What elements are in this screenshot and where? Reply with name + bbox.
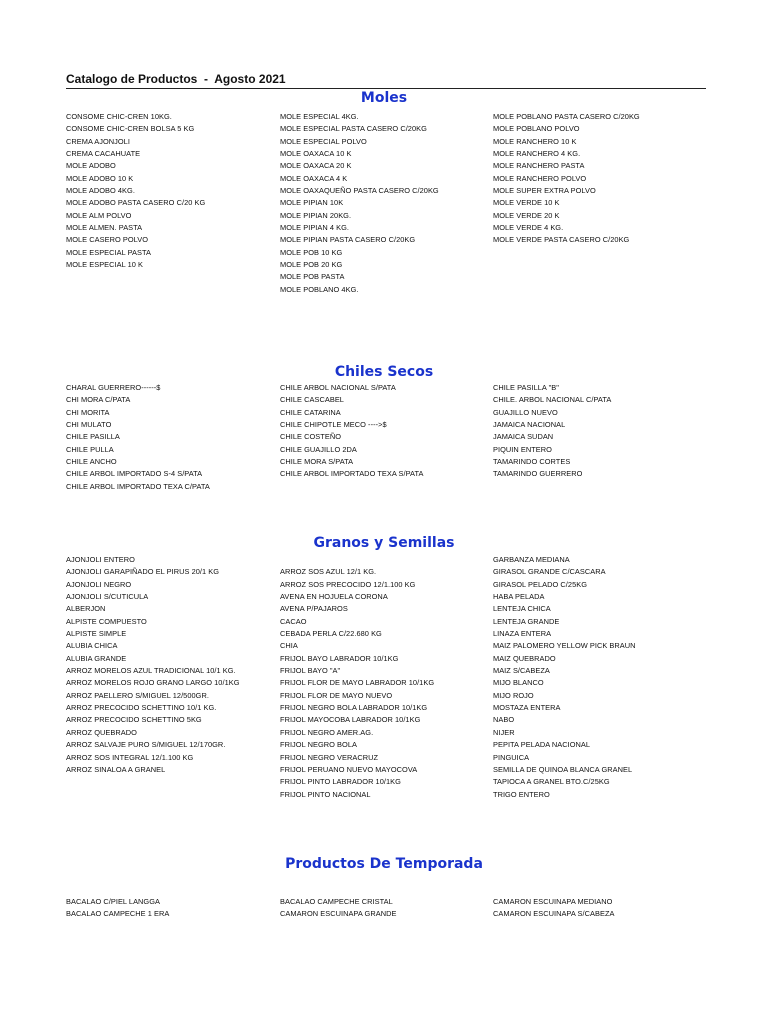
product-item: ARROZ PRECOCIDO SCHETTINO 10/1 KG. — [66, 703, 217, 713]
product-item: CHI MORA C/PATA — [66, 395, 131, 405]
product-item: MOLE ESPECIAL PASTA — [66, 247, 152, 257]
product-item: ALPISTE SIMPLE — [66, 629, 127, 639]
product-item: MIJO ROJO — [493, 690, 534, 700]
product-item: MOLE POBLANO PASTA CASERO C/20KG — [493, 112, 640, 121]
product-item: MOLE PIPIAN 10K — [280, 198, 344, 208]
product-item: LENTEJA GRANDE — [493, 616, 560, 626]
moles-column-2 — [280, 111, 485, 296]
product-item: MOSTAZA ENTERA — [493, 703, 561, 713]
product-item: ALBERJON — [66, 604, 106, 614]
product-item: ARROZ MORELOS AZUL TRADICIONAL 10/1 KG. — [66, 666, 236, 676]
granos-column-3 — [493, 554, 698, 801]
product-item: CHILE CHIPOTLE MECO ---->$ — [280, 420, 387, 430]
product-item: ARROZ PRECOCIDO SCHETTINO 5KG — [66, 715, 202, 725]
product-item: FRIJOL PERUANO NUEVO MAYOCOVA — [280, 764, 418, 774]
product-item: MOLE OAXACA 4 K — [280, 173, 348, 183]
product-item: CHILE GUAJILLO 2DA — [280, 444, 357, 454]
product-item: GUAJILLO NUEVO — [493, 407, 558, 417]
product-item: MOLE OAXACA 20 K — [280, 161, 352, 171]
granos-column-2 — [280, 554, 485, 801]
product-item: PIQUIN ENTERO — [493, 444, 552, 454]
product-item: JAMAICA SUDAN — [493, 432, 554, 442]
product-item: NIJER — [493, 727, 515, 737]
product-item: MIJO BLANCO — [493, 678, 544, 688]
product-item: MOLE ESPECIAL 10 K — [66, 260, 144, 270]
product-item: MOLE POB 20 KG — [280, 260, 343, 270]
product-item: CHIA — [280, 641, 298, 651]
catalog-header — [66, 72, 706, 89]
product-item: LENTEJA CHICA — [493, 604, 551, 614]
product-item: CACAO — [280, 616, 307, 626]
product-item: MOLE POB 10 KG — [280, 247, 343, 257]
product-item: ARROZ SALVAJE PURO S/MIGUEL 12/170GR. — [66, 740, 226, 750]
catalog-title: Catalogo de Productos - Agosto 2021 — [66, 72, 286, 86]
product-item: MOLE POBLANO POLVO — [493, 124, 580, 134]
product-item: CAMARON ESCUINAPA MEDIANO — [493, 897, 613, 906]
product-item: TAPIOCA A GRANEL BTO.C/25KG — [493, 777, 610, 787]
product-item: CHI MULATO — [66, 420, 112, 430]
product-item: SEMILLA DE QUINOA BLANCA GRANEL — [493, 764, 633, 774]
product-item: MOLE ESPECIAL PASTA CASERO C/20KG — [280, 124, 427, 134]
product-item: FRIJOL FLOR DE MAYO LABRADOR 10/1KG — [280, 678, 435, 688]
temporada-column-1 — [66, 896, 271, 921]
product-item: CEBADA PERLA C/22.680 KG — [280, 629, 382, 639]
product-item: MOLE ALM POLVO — [66, 210, 132, 220]
product-item: CHILE PASILLA — [66, 432, 120, 442]
product-item: CHILE CASCABEL — [280, 395, 344, 405]
product-item: CHILE ARBOL NACIONAL S/PATA — [280, 383, 396, 392]
product-item: LINAZA ENTERA — [493, 629, 552, 639]
product-item: FRIJOL FLOR DE MAYO NUEVO — [280, 690, 393, 700]
product-item: ARROZ QUEBRADO — [66, 727, 137, 737]
product-item: MOLE PIPIAN 20KG. — [280, 210, 352, 220]
product-item: AJONJOLI GARAPIÑADO EL PIRUS 20/1 KG — [66, 567, 220, 577]
product-item: CREMA AJONJOLI — [66, 136, 130, 146]
product-item: CONSOME CHIC-CREN 10KG. — [66, 112, 172, 121]
product-item: AVENA P/PAJAROS — [280, 604, 348, 614]
chiles-column-1 — [66, 382, 271, 493]
product-item: CHI MORITA — [66, 407, 110, 417]
temporada-column-2 — [280, 896, 485, 921]
product-item: TAMARINDO GUERRERO — [493, 469, 583, 479]
product-item: CHILE MORA S/PATA — [280, 457, 354, 467]
product-item: MOLE RANCHERO PASTA — [493, 161, 585, 171]
product-item: FRIJOL NEGRO BOLA — [280, 740, 357, 750]
product-item: MOLE VERDE 4 KG. — [493, 223, 564, 233]
product-item: MOLE ADOBO 4KG. — [66, 186, 135, 196]
product-item: ARROZ SOS PRECOCIDO 12/1.100 KG — [280, 579, 416, 589]
product-item: ALUBIA GRANDE — [66, 653, 127, 663]
product-item: ARROZ PAELLERO S/MIGUEL 12/500GR. — [66, 690, 209, 700]
product-item: MOLE SUPER EXTRA POLVO — [493, 186, 596, 196]
product-item: ALPISTE COMPUESTO — [66, 616, 147, 626]
product-item: FRIJOL NEGRO BOLA LABRADOR 10/1KG — [280, 703, 428, 713]
product-item: FRIJOL NEGRO VERACRUZ — [280, 752, 379, 762]
product-item: MOLE ALMEN. PASTA — [66, 223, 143, 233]
product-item: MOLE ESPECIAL POLVO — [280, 136, 367, 146]
product-item: CHILE ANCHO — [66, 457, 117, 467]
product-item: MOLE RANCHERO POLVO — [493, 173, 587, 183]
product-item: BACALAO CAMPECHE CRISTAL — [280, 897, 393, 906]
product-item: HABA PELADA — [493, 592, 545, 602]
product-item: MOLE RANCHERO 10 K — [493, 136, 577, 146]
product-item: CAMARON ESCUINAPA S/CABEZA — [493, 909, 615, 919]
moles-column-3 — [493, 111, 698, 247]
product-item: FRIJOL PINTO NACIONAL — [280, 789, 371, 799]
product-item: MOLE PIPIAN 4 KG. — [280, 223, 350, 233]
product-item: JAMAICA NACIONAL — [493, 420, 566, 430]
product-item: AVENA EN HOJUELA CORONA — [280, 592, 388, 602]
product-item: MOLE VERDE 10 K — [493, 198, 560, 208]
product-item: MOLE ADOBO — [66, 161, 116, 171]
product-item: FRIJOL MAYOCOBA LABRADOR 10/1KG — [280, 715, 421, 725]
product-item: CAMARON ESCUINAPA GRANDE — [280, 909, 397, 919]
product-item: ARROZ SOS INTEGRAL 12/1.100 KG — [66, 752, 194, 762]
chiles-column-2 — [280, 382, 485, 481]
product-item: MOLE PIPIAN PASTA CASERO C/20KG — [280, 235, 416, 245]
product-item: TAMARINDO CORTES — [493, 457, 571, 467]
product-item: PEPITA PELADA NACIONAL — [493, 740, 591, 750]
chiles-column-3 — [493, 382, 698, 481]
product-item: AJONJOLI NEGRO — [66, 579, 132, 589]
product-item: FRIJOL PINTO LABRADOR 10/1KG — [280, 777, 401, 787]
section-title-moles: Moles — [360, 90, 408, 106]
product-item: CHILE. ARBOL NACIONAL C/PATA — [493, 395, 612, 405]
product-item: CHILE ARBOL IMPORTADO TEXA C/PATA — [66, 481, 210, 491]
product-item: CHARAL GUERRERO------$ — [66, 383, 161, 392]
section-title-chiles-secos: Chiles Secos — [334, 364, 434, 380]
product-item: MOLE ADOBO PASTA CASERO C/20 KG — [66, 198, 206, 208]
product-item: MOLE VERDE 20 K — [493, 210, 560, 220]
product-item: MAIZ QUEBRADO — [493, 653, 556, 663]
product-item: MAIZ PALOMERO YELLOW PICK BRAUN — [493, 641, 636, 651]
product-item: CHILE CATARINA — [280, 407, 341, 417]
product-item: TRIGO ENTERO — [493, 789, 550, 799]
product-item: CHILE COSTEÑO — [280, 432, 342, 442]
product-item: ALUBIA CHICA — [66, 641, 118, 651]
product-item: MOLE VERDE PASTA CASERO C/20KG — [493, 235, 630, 245]
product-item: FRIJOL NEGRO AMER.AG. — [280, 727, 374, 737]
product-item: CREMA CACAHUATE — [66, 149, 141, 159]
product-item: NABO — [493, 715, 515, 725]
product-item: MOLE RANCHERO 4 KG. — [493, 149, 581, 159]
product-item: MOLE OAXACA 10 K — [280, 149, 352, 159]
product-item: MOLE ESPECIAL 4KG. — [280, 112, 359, 121]
product-item: MOLE POB PASTA — [280, 272, 345, 282]
product-item: GIRASOL GRANDE C/CASCARA — [493, 567, 606, 577]
product-item: BACALAO CAMPECHE 1 ERA — [66, 909, 170, 919]
product-item: MOLE CASERO POLVO — [66, 235, 149, 245]
product-item: CONSOME CHIC-CREN BOLSA 5 KG — [66, 124, 195, 134]
product-item: MOLE POBLANO 4KG. — [280, 284, 359, 294]
product-item: CHILE PASILLA "B" — [493, 383, 559, 392]
product-item: CHILE ARBOL IMPORTADO S-4 S/PATA — [66, 469, 203, 479]
product-item: BACALAO C/PIEL LANGGA — [66, 897, 161, 906]
granos-column-1 — [66, 554, 271, 776]
product-item: MOLE ADOBO 10 K — [66, 173, 134, 183]
product-item: AJONJOLI ENTERO — [66, 555, 135, 564]
product-item — [280, 554, 485, 566]
product-item: PINGUICA — [493, 752, 530, 762]
temporada-column-3 — [493, 896, 698, 921]
product-item: FRIJOL BAYO "A" — [280, 666, 341, 676]
product-item: GIRASOL PELADO C/25KG — [493, 579, 588, 589]
product-item: ARROZ SINALOA A GRANEL — [66, 764, 166, 774]
product-item: GARBANZA MEDIANA — [493, 555, 570, 564]
product-item: CHILE PULLA — [66, 444, 114, 454]
product-item: MOLE OAXAQUEÑO PASTA CASERO C/20KG — [280, 186, 439, 196]
product-item: MAIZ S/CABEZA — [493, 666, 550, 676]
product-item: CHILE ARBOL IMPORTADO TEXA S/PATA — [280, 469, 424, 479]
section-title-granos-semillas: Granos y Semillas — [313, 535, 455, 551]
product-item: FRIJOL BAYO LABRADOR 10/1KG — [280, 653, 399, 663]
section-title-productos-temporada: Productos De Temporada — [285, 856, 483, 872]
moles-column-1 — [66, 111, 271, 271]
product-item: ARROZ SOS AZUL 12/1 KG. — [280, 567, 377, 577]
product-item: AJONJOLI S/CUTICULA — [66, 592, 149, 602]
product-item: ARROZ MORELOS ROJO GRANO LARGO 10/1KG — [66, 678, 240, 688]
